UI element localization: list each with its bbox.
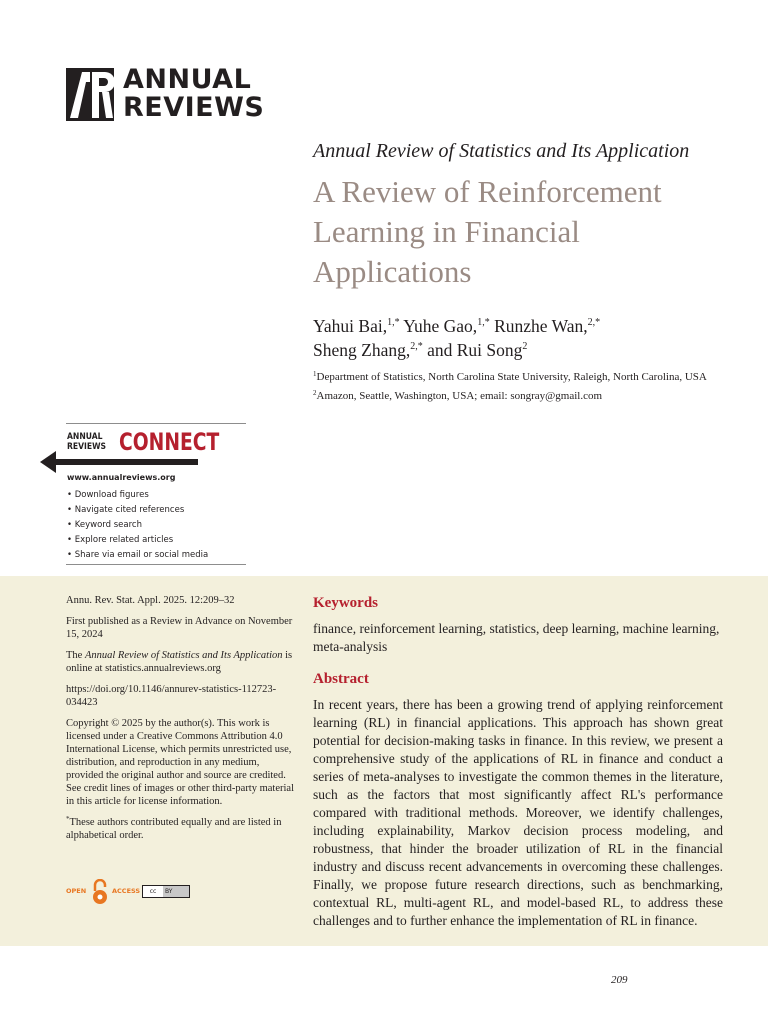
logo-wordmark [123,66,264,122]
online-journal: Annual Review of Statistics and Its Application [84,650,283,661]
online-pre: The [66,650,85,661]
author-name: and Rui Song [422,340,523,360]
open-access-badge [66,879,196,905]
equal-contribution-note [66,816,298,842]
logo-line1: ANNUAL [123,64,252,95]
access-label: ACCESS [112,887,141,895]
keywords-heading: Keywords [313,595,378,611]
abstract-text: In recent years, there has been a growing trend of applying reinforcement learning (RL) in financial applications. This approach has shown great potential for decision-making tasks in finance. In this review, we present a comprehensive study of the applications of RL in finance and conduct a series of meta-analyses to investigate the common themes in the literature, such as the factors that most significantly affect RL's performance compared with traditional methods. Moreover, we identify challenges, including explainability, Markov decision process modeling, and robustness, that hinder the broader utilization of RL in the financial industry and discuss recent advancements in overcoming these challenges. Finally, we propose future research directions, such as benchmarking, contextual RL, multi-agent RL, and model-based RL, to address these challenges and to further enhance the implementation of RL in finance. [313,697,723,928]
abstract-heading: Abstract [313,671,369,687]
keywords-text: finance, reinforcement learning, statistics, deep learning, machine learning, meta-analysis [313,621,720,654]
connect-feature-item: • Share via email or social media [67,548,208,563]
page-number: 209 [611,974,628,986]
by-label: BY [165,888,173,895]
connect-feature-item: • Download figures [67,488,208,503]
author-affil-mark: 1,* [477,317,490,328]
author-affil-mark: 2,* [410,341,423,352]
author-name: Yahui Bai, [313,316,388,336]
author-list [313,314,743,362]
article-title: A Review of Reinforcement Learning in Financial Applications [313,174,662,289]
note-mark: * [66,815,70,823]
journal-name: Annual Review of Statistics and Its Application [313,140,690,162]
citation: Annu. Rev. Stat. Appl. 2025. 12:209–32 [66,595,235,606]
connect-feature-list [67,488,208,563]
affiliation-1 [313,371,707,383]
logo-line2: REVIEWS [123,92,265,123]
annual-reviews-logo [66,66,266,124]
cc-label: cc [143,886,163,897]
open-label: OPEN [66,887,87,895]
author-affil-mark: 2,* [587,317,601,328]
online-post: is online at statistics.annualreviews.org [66,650,293,674]
affiliation-text: Department of Statistics, North Carolina State University, Raleigh, North Carolina, USA [316,371,707,383]
affiliation-mark: 2 [313,389,317,397]
online-info [66,649,298,675]
connect-title: CONNECT [119,428,220,456]
author-affil-mark: 1,* [387,317,400,328]
author-name: Yuhe Gao, [399,316,478,336]
connect-small-line1: ANNUAL [67,432,103,442]
connect-feature-item: • Keyword search [67,518,208,533]
connect-feature-item: • Explore related articles [67,533,208,548]
ar-logo-icon [66,68,114,121]
connect-url-link[interactable]: www.annualreviews.org [67,473,176,482]
copyright-notice: Copyright © 2025 by the author(s). This work is licensed under a Creative Commons Attribution 4.0 International License, which permits unrestricted use, distribution, and reproduction in any medium, provided the original author and source are credited. See credit lines of images or other third-party material in this article for license information. [66,718,295,807]
connect-bottom-rule [66,564,246,565]
connect-top-rule [66,423,246,424]
doi-link[interactable]: https://doi.org/10.1146/annurev-statistics-112723-034423 [66,684,277,708]
author-name: Runzhe Wan, [489,316,588,336]
cc-by-license-icon [142,885,190,898]
connect-small-label [67,432,106,452]
connect-small-line2: REVIEWS [67,442,107,452]
affiliation-text: Amazon, Seattle, Washington, USA; email: songray@gmail.com [316,390,603,402]
author-affil-mark: 2 [522,341,528,352]
article-info-sidebar [66,594,298,850]
connect-feature-item: • Navigate cited references [67,503,208,518]
affiliation-mark: 1 [313,370,317,378]
open-lock-icon [91,879,109,905]
first-published: First published as a Review in Advance on November 15, 2024 [66,616,293,640]
annual-reviews-connect-box[interactable] [40,423,220,565]
arrow-left-icon [40,451,200,473]
affiliation-2 [313,390,602,402]
note-text: These authors contributed equally and are listed in alphabetical order. [66,817,282,841]
abstract-column [313,594,723,930]
author-name: Sheng Zhang, [313,340,411,360]
